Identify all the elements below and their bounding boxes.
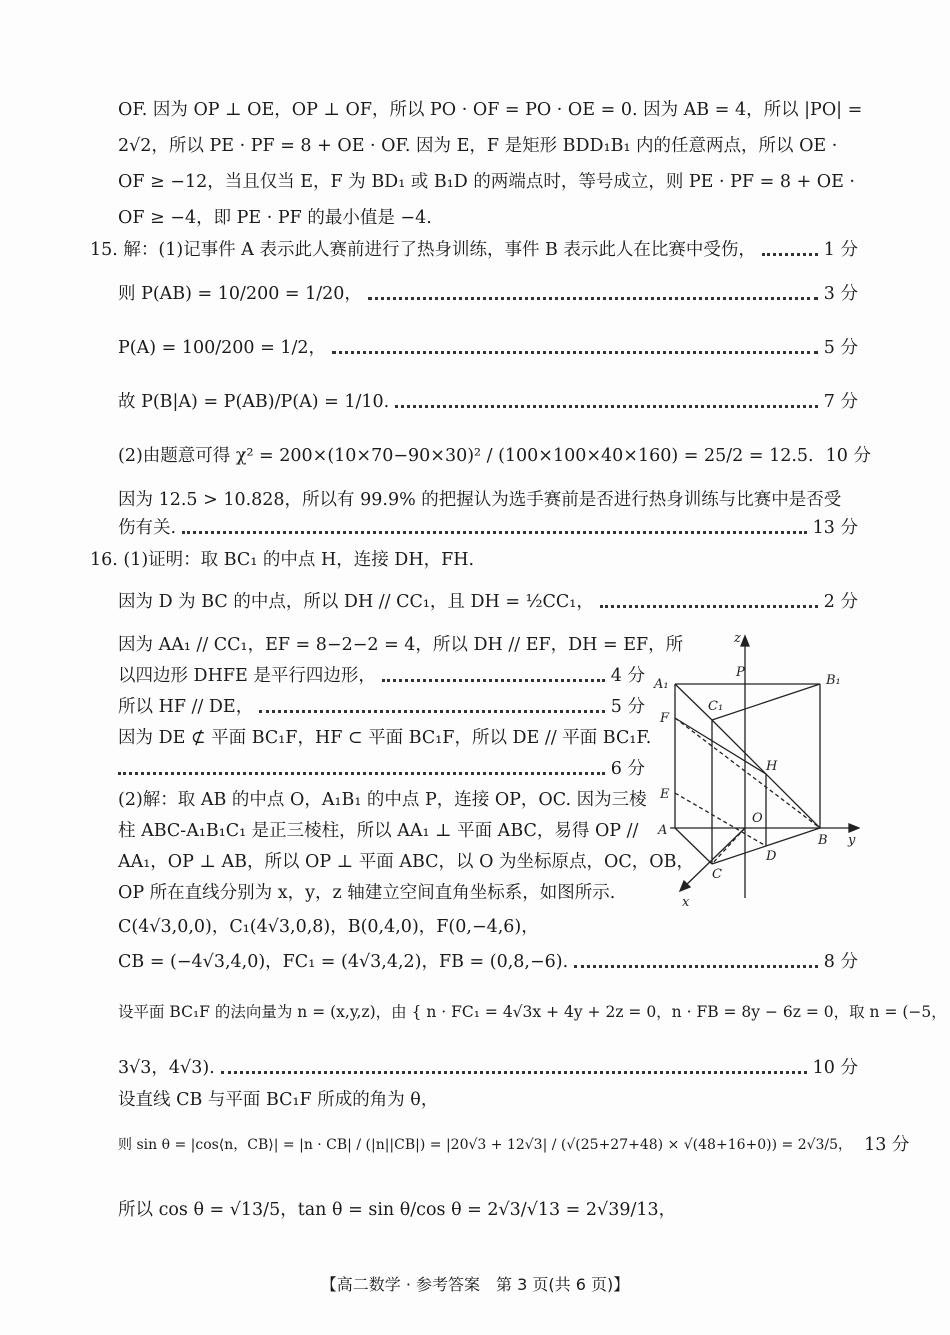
label-e: E [660,787,670,802]
score-label: 2 分 [823,592,858,612]
line-text: AA₁，OP ⊥ AB，所以 OP ⊥ 平面 ABC，以 O 为坐标原点，OC，OB， [118,852,694,872]
label-b: B [818,833,828,848]
q15-conclusion-1 [118,488,858,512]
prism-figure [650,630,860,910]
line-text: 以四边形 DHFE 是平行四边形， [118,666,376,686]
q15-chi [118,444,871,468]
leader-dots [221,1071,807,1074]
line-text: 因为 12.5 > 10.828，所以有 99.9% 的把握认为选手赛前是否进行热身训练与比赛中是否受 [118,490,842,510]
line-text: 故 P(B|A) = P(AB)/P(A) = 1/10. [118,392,390,412]
label-p: P [736,665,745,680]
score-label: 3 分 [823,284,858,304]
score-label: 5 分 [610,697,645,717]
text-line-3 [118,170,858,194]
line-text: 设直线 CB 与平面 BC₁F 所成的角为 θ， [118,1090,439,1110]
edge-f-h [675,718,766,774]
q16-intro [90,548,858,572]
q16-parallel-2 [118,664,645,688]
score-label: 1 分 [823,240,858,260]
line-text: 所以 cos θ = √13/5，tan θ = sin θ/cos θ = 2√3/√13 = 2√39/13， [118,1200,677,1220]
q16-parallel-1 [118,633,684,657]
q16-coords [118,915,858,939]
leader-dots [118,772,605,775]
leader-dots [382,679,605,682]
label-h: H [766,759,778,774]
q16-dh [118,590,858,614]
edge-a1-c1 [675,684,712,720]
score-label: 7 分 [823,392,858,412]
line-text: 因为 DE ⊄ 平面 BC₁F，HF ⊂ 平面 BC₁F，所以 DE // 平面 BC₁F. [118,728,652,748]
line-text: 设平面 BC₁F 的法向量为 n = (x,y,z)，由 { n · FC₁ = 4√3x + 4y + 2z = 0，n · FB = 8y − 6z = 0，取 n = (−5， [118,1003,947,1021]
q15-conclusion-2 [118,516,858,540]
y-arrow [849,824,859,832]
line-text: 2√2，所以 PE · PF = 8 + OE · OF. 因为 E，F 是矩形 BDD₁B₁ 内的任意两点，所以 OE · [118,136,838,156]
score-label: 10 分 [812,1058,858,1078]
line-text: CB = (−4√3,4,0)，FC₁ = (4√3,4,2)，FB = (0,8,−6). [118,952,569,972]
leader-dots [762,253,818,256]
q16-normal [118,1000,947,1024]
text-line-2 [118,134,858,158]
q16-normal-result [118,1056,858,1080]
label-f: F [660,711,670,726]
line-text: (2)解：取 AB 的中点 O，A₁B₁ 的中点 P，连接 OP，OC. 因为三棱 [118,790,647,810]
score-label: 8 分 [823,952,858,972]
leader-dots [368,297,818,300]
q16-part2-1 [118,788,645,812]
label-a1: A₁ [654,677,669,692]
q16-hf [118,695,645,719]
score-label: 4 分 [610,666,645,686]
label-x: x [682,895,690,910]
text-line-1 [118,98,863,122]
q16-angle [118,1088,858,1112]
line-text: 则 sin θ = |cos⟨n，CB⟩| = |n · CB| / (|n||CB|) = |20√3 + 12√3| / (√(25+27+48) × √(48+16+0)) = 2√3/5， [118,1137,853,1153]
line-text: 因为 AA₁ // CC₁，EF = 8−2−2 = 4，所以 DH // EF，DH = EF，所 [118,635,684,655]
score-label: 6 分 [610,759,645,779]
q16-tan [118,1198,858,1222]
leader-dots [182,531,807,534]
q15-pa [118,336,858,360]
line-text: 所以 HF // DE， [118,697,254,717]
line-text: OP 所在直线分别为 x，y，z 轴建立空间直角坐标系，如图所示. [118,883,616,903]
q15-pab [118,282,858,306]
line-text: 伤有关. [118,518,177,538]
leader-dots [259,710,605,713]
line-text: 16. (1)证明：取 BC₁ 的中点 H，连接 DH，FH. [90,550,475,570]
score-label: 13 分 [812,518,858,538]
label-y: y [848,833,856,848]
z-arrow [741,636,749,646]
line-text: (2)由题意可得 χ² = 200×(10×70−90×30)² / (100×100×40×160) = 25/2 = 12.5. [118,446,814,466]
q16-part2-3 [118,850,694,874]
line-text: 15. 解：(1)记事件 A 表示此人赛前进行了热身训练，事件 B 表示此人在比赛中受伤， [90,240,756,260]
label-c1: C₁ [708,699,724,714]
score-label: 10 分 [825,446,871,466]
line-text: C(4√3,0,0)，C₁(4√3,0,8)，B(0,4,0)，F(0,−4,6)， [118,917,539,937]
leader-dots [395,405,818,408]
edge-a-c [675,828,712,864]
page-footer: 【高二数学 · 参考答案 第 3 页(共 6 页)】 [320,1275,630,1294]
q16-part2-2 [118,819,645,843]
label-c: C [712,867,722,882]
leader-dots [600,605,818,608]
label-d: D [766,849,777,864]
leader-dots [574,965,818,968]
line-text: 因为 D 为 BC 的中点，所以 DH // CC₁，且 DH = ½CC₁， [118,592,594,612]
q15-intro [90,238,858,262]
text-line-4 [118,206,858,230]
edge-f-b [675,718,820,828]
line-text: P(A) = 100/200 = 1/2， [118,338,327,358]
leader-dots [332,351,818,354]
q16-vectors [118,950,858,974]
line-text: 柱 ABC-A₁B₁C₁ 是正三棱柱，所以 AA₁ ⊥ 平面 ABC，易得 OP // [118,821,639,841]
line-text: OF. 因为 OP ⊥ OE，OP ⊥ OF，所以 PO · OF = PO · OE = 0. 因为 AB = 4，所以 |PO| = [118,100,863,120]
label-z: z [734,631,741,646]
score-label: 13 分 [864,1135,910,1155]
q16-sin [118,1133,910,1157]
line-text: OF ≥ −12，当且仅当 E，F 为 BD₁ 或 B₁D 的两端点时，等号成立，则 PE · PF = 8 + OE · [118,172,855,192]
q16-score6 [118,757,645,781]
line-text: 则 P(AB) = 10/200 = 1/20， [118,284,362,304]
edge-c1-b1 [712,684,820,720]
q15-pba [118,390,858,414]
q16-part2-4 [118,881,645,905]
line-text: 3√3，4√3). [118,1058,215,1078]
label-a: A [658,823,668,838]
score-label: 5 分 [823,338,858,358]
label-b1: B₁ [826,673,841,688]
line-text: OF ≥ −4，即 PE · PF 的最小值是 −4. [118,208,432,228]
label-o: O [752,811,763,826]
